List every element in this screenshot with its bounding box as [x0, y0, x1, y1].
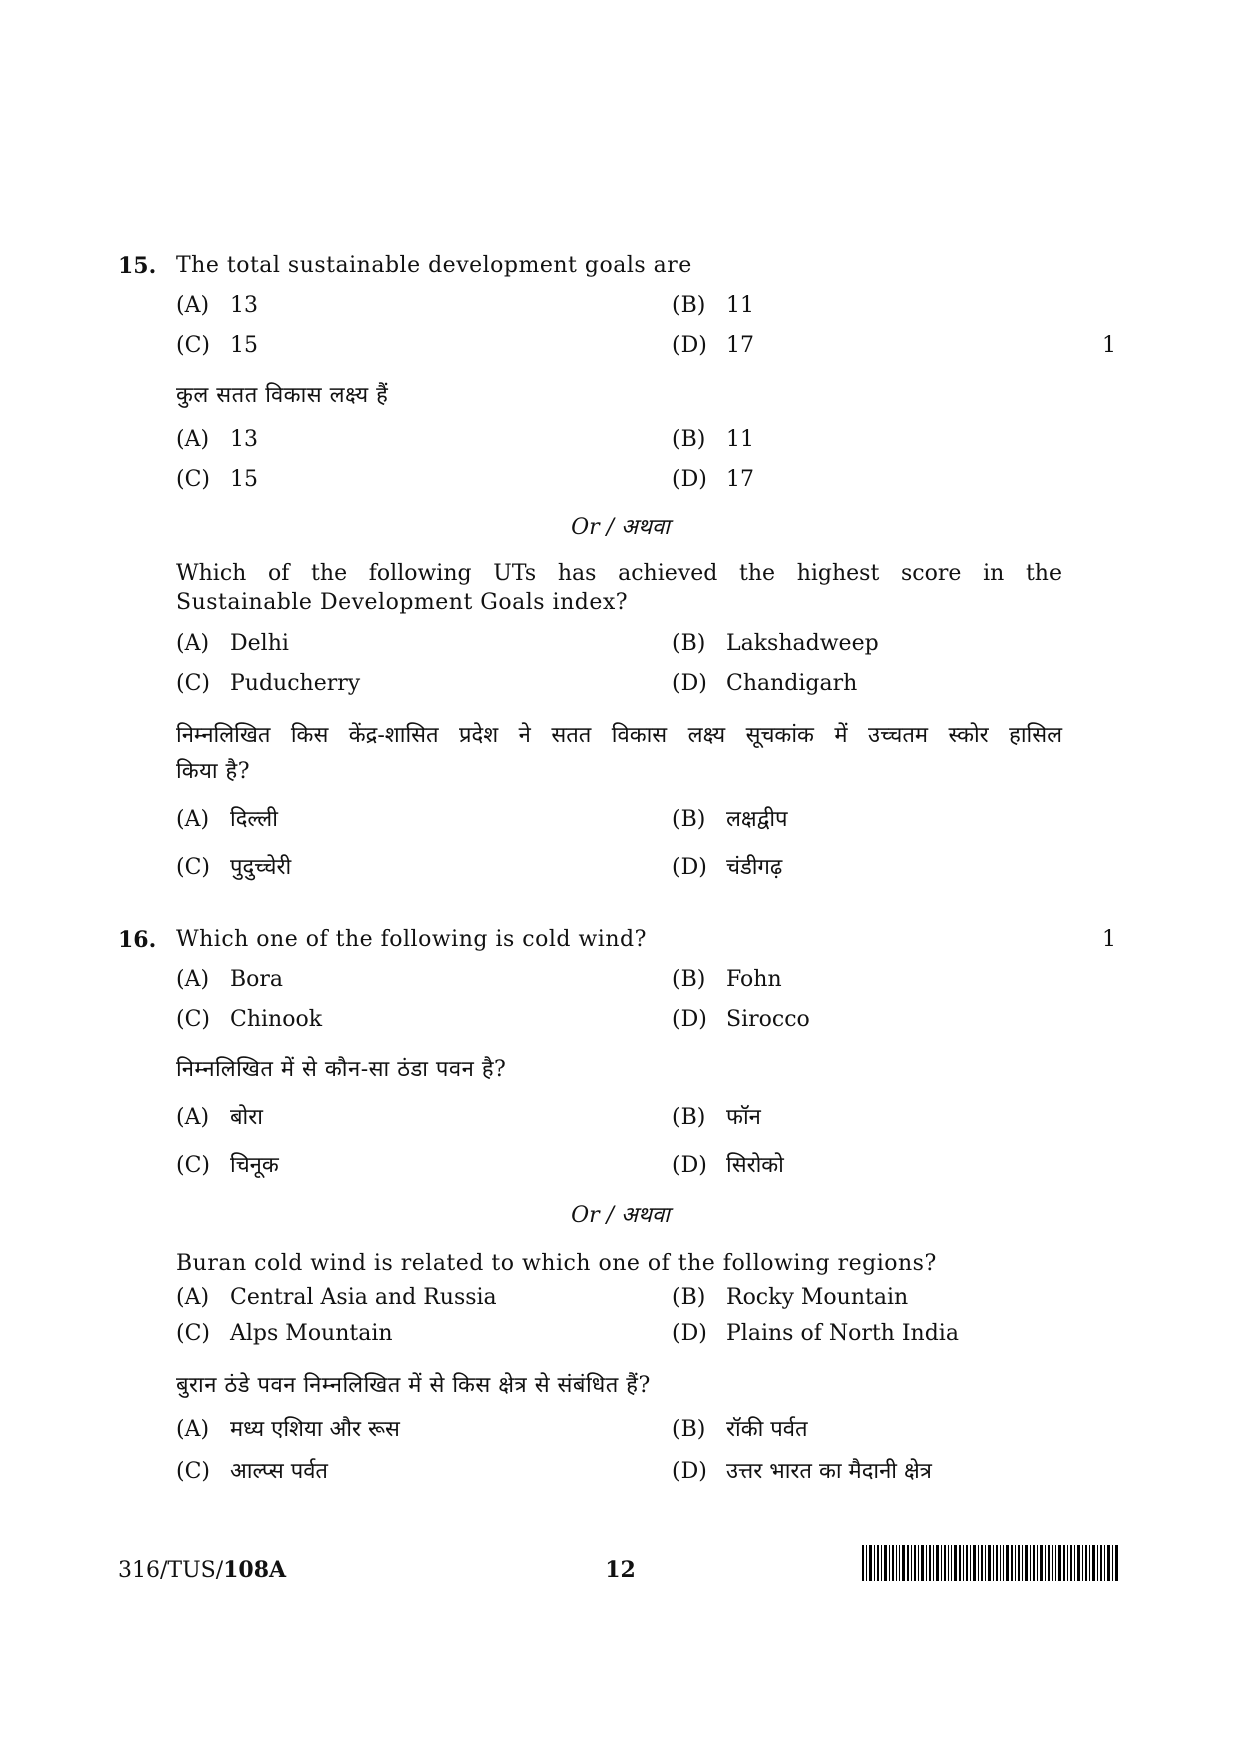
- option-d: (D) चंडीगढ़: [672, 855, 783, 880]
- option-b: (B) 11: [672, 427, 754, 452]
- option-a: (A) 13: [176, 427, 258, 452]
- alt-stem-en-1: Which of the following UTs has achieved the highest score in the: [176, 561, 1062, 586]
- option-b: (B) लक्षद्वीप: [672, 807, 788, 832]
- option-c: (C) चिनूक: [176, 1153, 279, 1178]
- option-a: (A) दिल्ली: [176, 807, 278, 832]
- or-label: Or / अथवा: [571, 1203, 670, 1228]
- or-label: Or / अथवा: [571, 515, 670, 540]
- option-d: (D) 17: [672, 333, 754, 358]
- question-number: 16.: [118, 927, 157, 953]
- option-d: (D) सिरोको: [672, 1153, 784, 1178]
- alt-stem-en: Buran cold wind is related to which one of the following regions?: [176, 1251, 937, 1276]
- option-a: (A) 13: [176, 293, 258, 318]
- question-stem-hi: निम्नलिखित में से कौन-सा ठंडा पवन है?: [176, 1057, 507, 1082]
- alt-stem-hi: बुरान ठंडे पवन निम्नलिखित में से किस क्षेत्र से संबंधित हैं?: [176, 1373, 651, 1398]
- marks: 1: [1102, 927, 1116, 952]
- option-d: (D) उत्तर भारत का मैदानी क्षेत्र: [672, 1459, 932, 1484]
- option-a: (A) बोरा: [176, 1105, 263, 1130]
- option-b: (B) 11: [672, 293, 754, 318]
- paper-code: 316/TUS/108A: [118, 1557, 287, 1583]
- option-b: (B) Rocky Mountain: [672, 1285, 909, 1310]
- option-b: (B) फॉन: [672, 1105, 761, 1130]
- option-d: (D) Plains of North India: [672, 1321, 959, 1346]
- option-a: (A) मध्य एशिया और रूस: [176, 1417, 400, 1442]
- option-b: (B) Fohn: [672, 967, 782, 992]
- option-c: (C) Chinook: [176, 1007, 323, 1032]
- question-stem-en: The total sustainable development goals are: [176, 253, 692, 278]
- option-d: (D) 17: [672, 467, 754, 492]
- option-a: (A) Central Asia and Russia: [176, 1285, 497, 1310]
- option-c: (C) आल्प्स पर्वत: [176, 1459, 328, 1484]
- option-c: (C) 15: [176, 467, 258, 492]
- question-number: 15.: [118, 253, 157, 279]
- alt-stem-hi-2: किया है?: [176, 759, 251, 784]
- option-d: (D) Sirocco: [672, 1007, 810, 1032]
- option-c: (C) 15: [176, 333, 258, 358]
- option-c: (C) Puducherry: [176, 671, 361, 696]
- barcode-icon: [862, 1545, 1118, 1581]
- alt-stem-en-2: Sustainable Development Goals index?: [176, 590, 629, 615]
- marks: 1: [1102, 333, 1116, 358]
- option-c: (C) Alps Mountain: [176, 1321, 393, 1346]
- option-d: (D) Chandigarh: [672, 671, 858, 696]
- option-a: (A) Delhi: [176, 631, 289, 656]
- question-stem-hi: कुल सतत विकास लक्ष्य हैं: [176, 383, 389, 408]
- option-b: (B) Lakshadweep: [672, 631, 879, 656]
- option-a: (A) Bora: [176, 967, 284, 992]
- page-number: 12: [605, 1557, 636, 1583]
- option-b: (B) रॉकी पर्वत: [672, 1417, 808, 1442]
- option-c: (C) पुदुच्चेरी: [176, 855, 292, 880]
- alt-stem-hi-1: निम्नलिखित किस केंद्र-शासित प्रदेश ने सतत विकास लक्ष्य सूचकांक में उच्चतम स्कोर हासिल: [176, 723, 1062, 748]
- question-stem-en: Which one of the following is cold wind?: [176, 927, 647, 952]
